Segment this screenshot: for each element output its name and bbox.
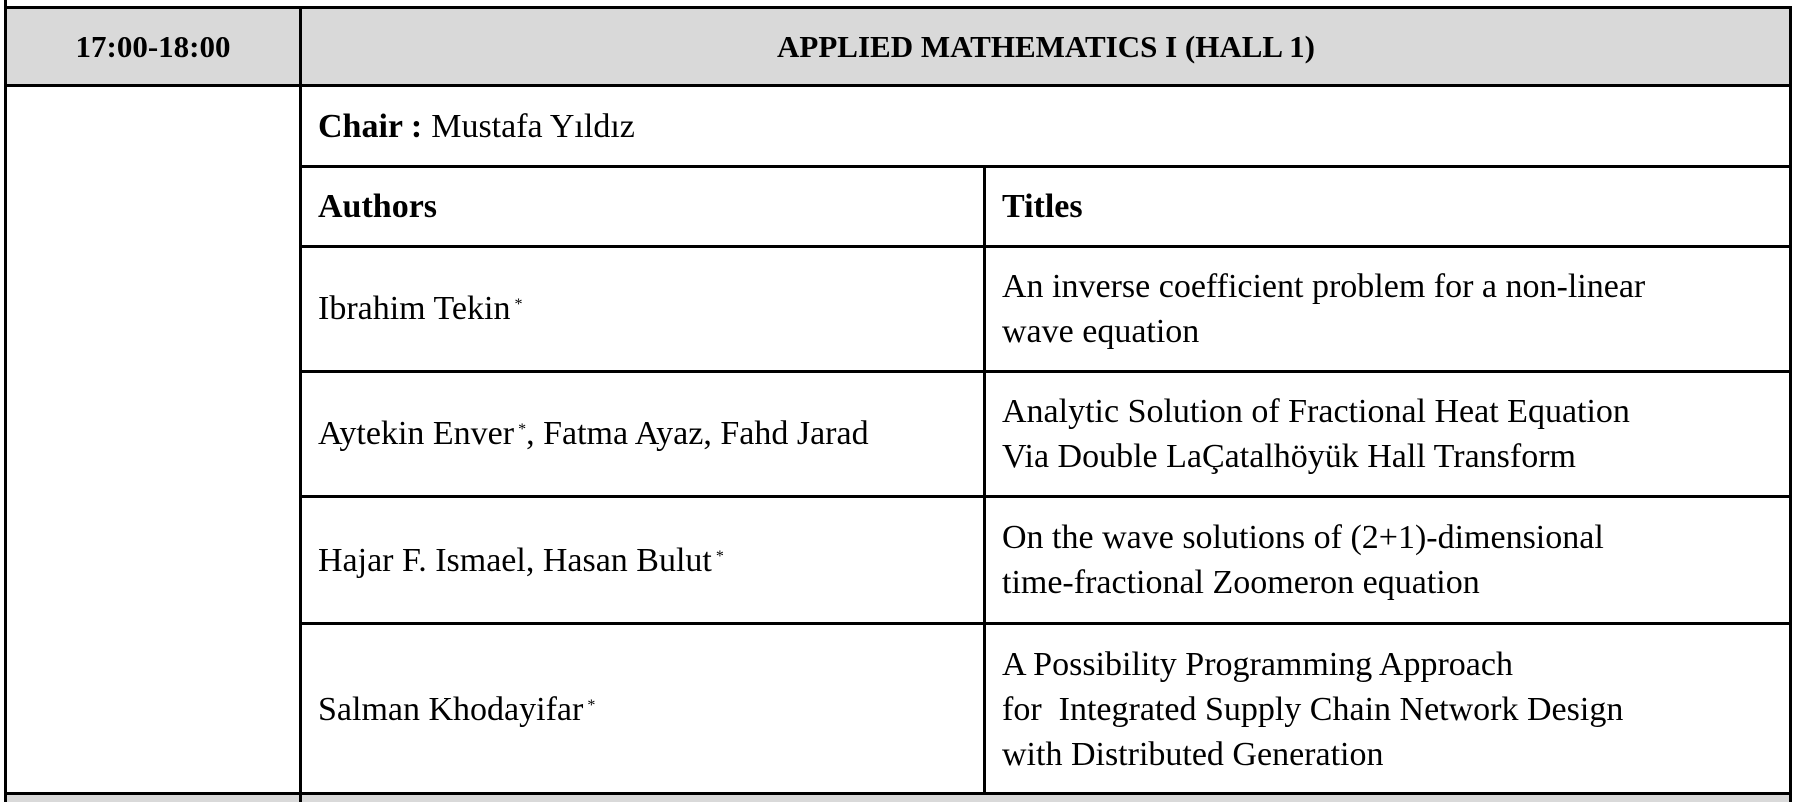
titles-header (986, 167, 1790, 245)
title-line: with Distributed Generation (1002, 735, 1384, 773)
title-line: A Possibility Programming Approach (1002, 645, 1513, 683)
author-name: , Fatma Ayaz, Fahd Jarad (526, 415, 869, 452)
title-line: An inverse coefficient problem for a non-linear (1002, 267, 1646, 305)
grid-line (4, 792, 1792, 795)
titles-header-text: Titles (1002, 187, 1083, 225)
session-title-text: APPLIED MATHEMATICS I (HALL 1) (777, 28, 1315, 64)
grid-line (983, 166, 986, 794)
title-line: Analytic Solution of Fractional Heat Equation (1002, 392, 1630, 430)
session-title (302, 8, 1790, 85)
table-row-2-title (986, 372, 1790, 495)
grid-line (4, 84, 1792, 87)
table-row-4-title (986, 625, 1790, 793)
grid-line (299, 6, 302, 802)
grid-line (4, 6, 1792, 9)
authors-header (302, 167, 984, 245)
chair-label: Chair : (318, 107, 423, 145)
title-line: for Integrated Supply Chain Network Design (1002, 690, 1624, 728)
table-row-2-authors (302, 372, 984, 495)
grid-line (299, 245, 1792, 248)
presenter-star: * (587, 696, 596, 714)
title-line: On the wave solutions of (2+1)-dimensional (1002, 519, 1604, 556)
table-row-1-title (986, 247, 1790, 370)
grid-line (299, 165, 1792, 168)
grid-line (1789, 6, 1792, 802)
table-row-3-authors (302, 497, 984, 623)
chair-row (302, 87, 1790, 165)
presenter-star: * (518, 421, 527, 438)
session-time (6, 8, 300, 85)
title-line: Via Double LaÇatalhöyük Hall Transform (1002, 437, 1576, 475)
author-name: Aytekin Enver (318, 415, 515, 452)
authors-header-text: Authors (318, 187, 438, 225)
author-name: Hajar F. Ismael, Hasan Bulut (318, 541, 712, 579)
presenter-star: * (514, 296, 523, 313)
table-row-1-authors (302, 247, 984, 370)
chair-name: Mustafa Yıldız (431, 107, 635, 145)
grid-line (299, 370, 1792, 373)
table-row-4-authors (302, 625, 984, 793)
table-row-3-title (986, 497, 1790, 623)
grid-line (4, 0, 7, 802)
next-row-strip (6, 795, 1790, 802)
title-line: wave equation (1002, 312, 1200, 350)
grid-line (299, 622, 1792, 625)
session-time-text: 17:00-18:00 (75, 28, 231, 64)
title-line: time-fractional Zoomeron equation (1002, 564, 1480, 601)
author-name: Salman Khodayifar (318, 690, 584, 728)
grid-line (299, 495, 1792, 498)
author-name: Ibrahim Tekin (318, 290, 511, 327)
presenter-star: * (715, 547, 724, 565)
